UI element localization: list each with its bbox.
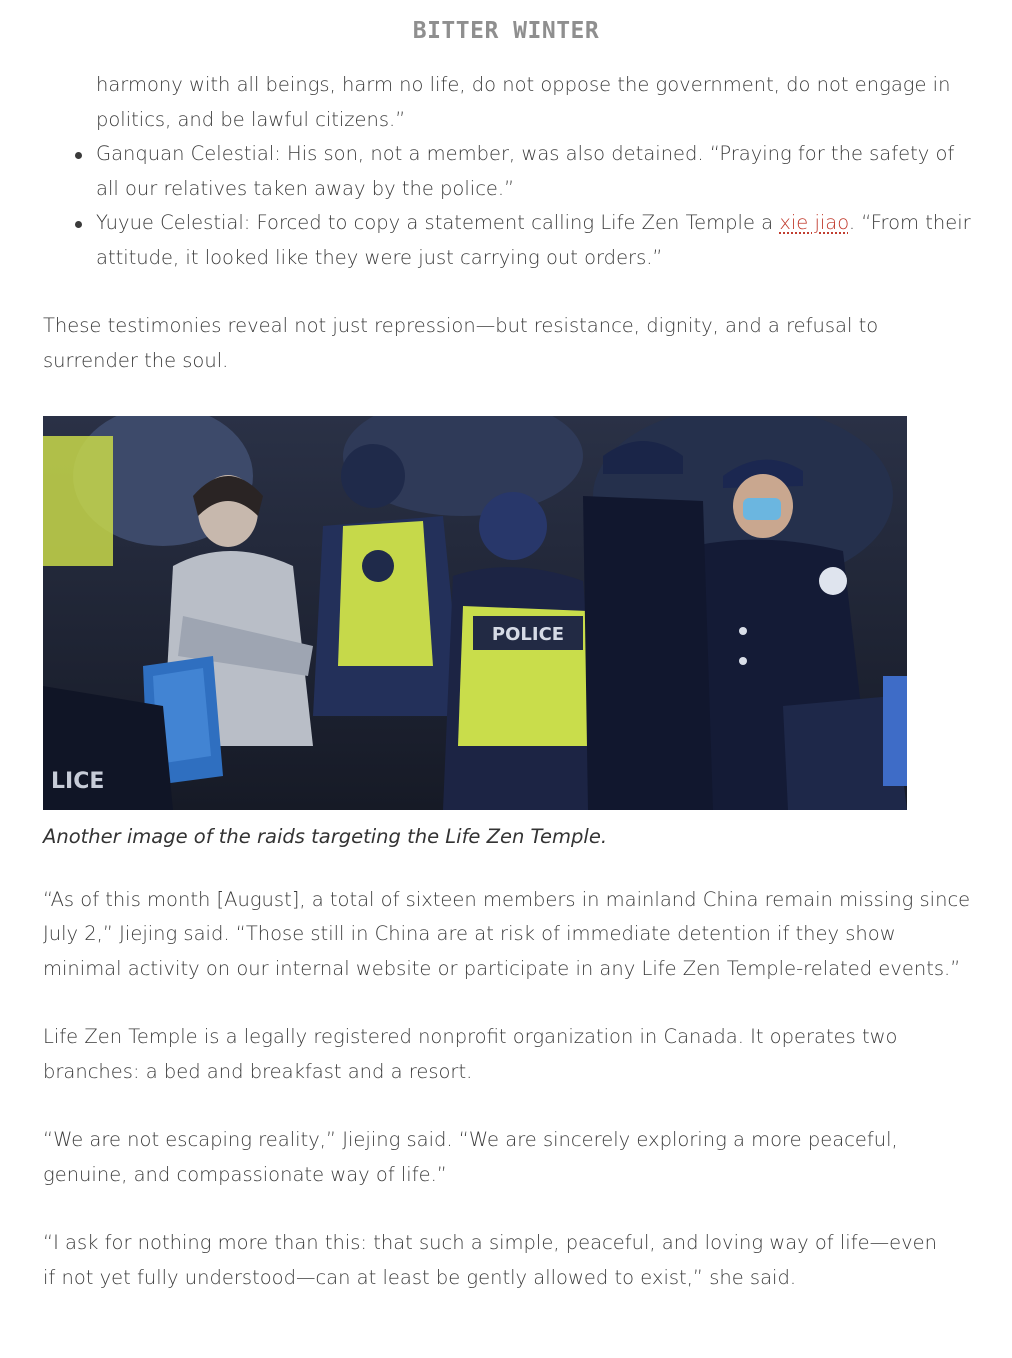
site-logo[interactable]: BITTER WINTER bbox=[412, 18, 600, 44]
list-item-text: . “From their attitude, it looked like they were just carrying out orders.” bbox=[96, 211, 971, 269]
site-header bbox=[0, 0, 1012, 64]
paragraph: “As of this month [August], a total of sixteen members in mainland China remain missing since July 2,” Jiejing said. “Those still in China are at risk of immediate detention if they show minimal activity on our internal website or participate in any Life Zen Temple-related events.” bbox=[43, 887, 971, 980]
vest-text: POLICE bbox=[491, 624, 565, 645]
article-body bbox=[43, 68, 973, 1295]
testimony-list bbox=[43, 68, 973, 275]
list-item: harmony with all beings, harm no life, do not oppose the government, do not engage in politics, and be lawful citizens.” bbox=[96, 73, 951, 131]
paragraph: “I ask for nothing more than this: that such a simple, peaceful, and loving way of life—even if not yet fully understood—can at least be gently allowed to exist,” she said. bbox=[43, 1231, 937, 1289]
raid-photo bbox=[43, 416, 907, 810]
paragraph: “We are not escaping reality,” Jiejing said. “We are sincerely exploring a more peaceful, genuine, and compassionate way of life.” bbox=[43, 1128, 898, 1186]
list-item-text: Yuyue Celestial: Forced to copy a statement calling Life Zen Temple a bbox=[96, 211, 780, 234]
xie-jiao-link[interactable]: xie jiao bbox=[779, 211, 849, 234]
list-item bbox=[96, 206, 973, 275]
paragraph: These testimonies reveal not just repression—but resistance, dignity, and a refusal to surrender the soul. bbox=[43, 314, 879, 372]
photo-caption: Another image of the raids targeting the Life Zen Temple. bbox=[43, 825, 608, 848]
raid-photo-illustration bbox=[43, 416, 907, 810]
sign-text: LICE bbox=[51, 769, 105, 794]
paragraph: Life Zen Temple is a legally registered nonprofit organization in Canada. It operates two branches: a bed and breakfast and a resort. bbox=[43, 1025, 898, 1083]
list-item: Ganquan Celestial: His son, not a member, was also detained. “Praying for the safety of all our relatives taken away by the police.” bbox=[96, 137, 973, 206]
